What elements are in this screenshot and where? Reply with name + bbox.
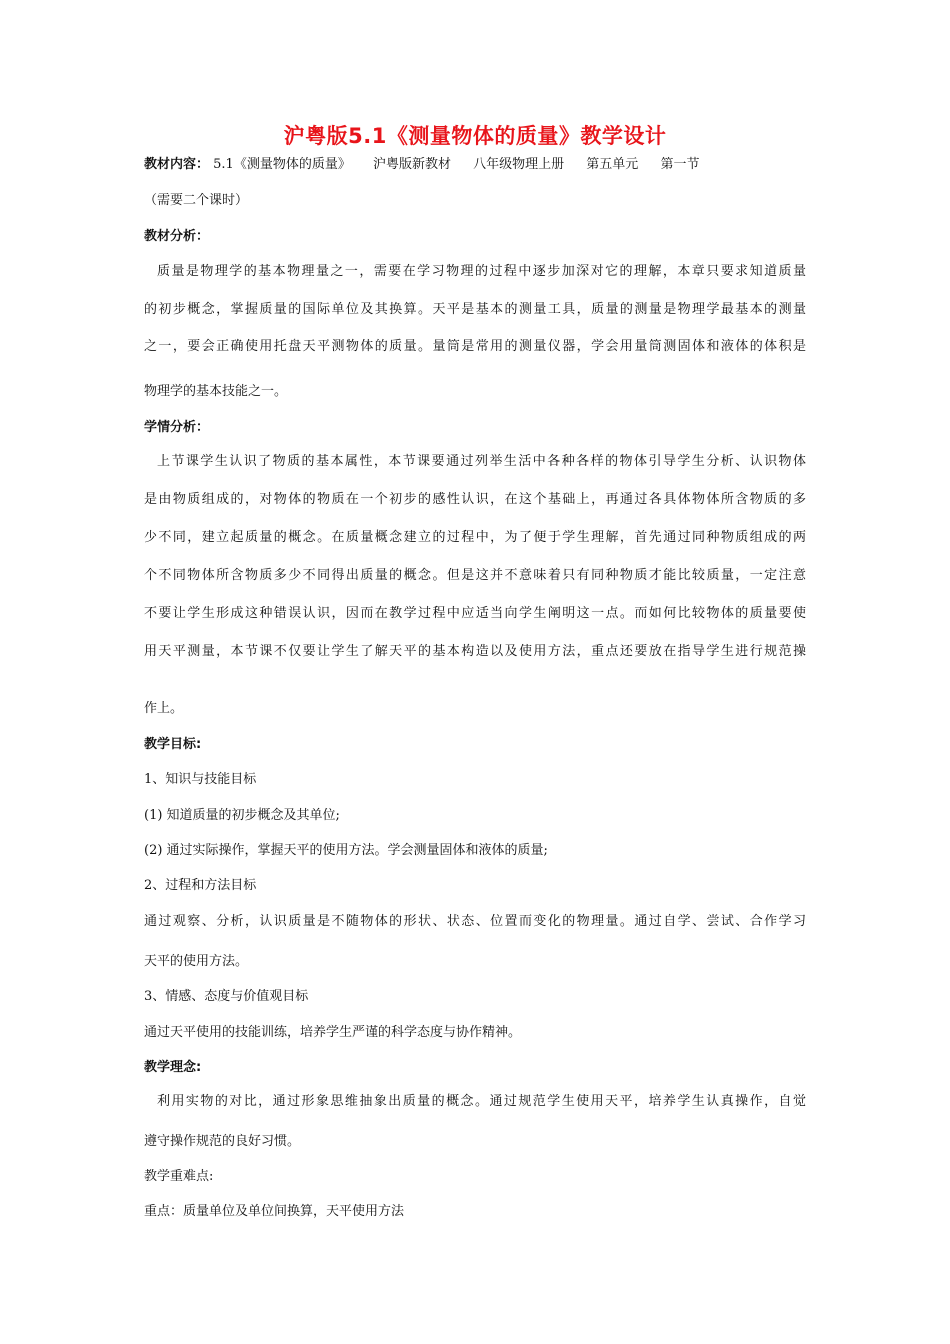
- heading-philosophy: 教学理念:: [144, 1060, 202, 1075]
- paragraph-line: 不要让学生形成这种错误认识，因而在教学过程中应适当向学生阐明这一点。而如何比较物体的质量要使: [144, 606, 806, 621]
- objective-line: 天平的使用方法。: [144, 954, 249, 969]
- paragraph-line: 物理学的基本技能之一。: [144, 384, 288, 399]
- paragraph-line: 上节课学生认识了物质的基本属性，本节课要通过列举生活中各种各样的物体引导学生分析、认识物体: [157, 454, 806, 469]
- meta-item-unit: 第五单元: [586, 157, 639, 172]
- paragraph-line: 的初步概念，掌握质量的国际单位及其换算。天平是基本的测量工具，质量的测量是物理学最基本的测量: [144, 302, 806, 317]
- paragraph-line: 利用实物的对比，通过形象思维抽象出质量的概念。通过规范学生使用天平，培养学生认真操作，自觉: [157, 1094, 806, 1109]
- objective-line: 通过天平使用的技能训练，培养学生严谨的科学态度与协作精神。: [144, 1025, 522, 1040]
- heading-objectives: 教学目标:: [144, 737, 202, 752]
- paragraph-line: 遵守操作规范的良好习惯。: [144, 1134, 301, 1149]
- paragraph-line: 是由物质组成的，对物体的物质在一个初步的感性认识，在这个基础上，再通过各具体物体所含物质的多: [144, 492, 806, 507]
- paragraph-line: 用天平测量，本节课不仅要让学生了解天平的基本构造以及使用方法，重点还要放在指导学生进行规范操: [144, 644, 806, 659]
- periods-note: （需要二个课时）: [144, 193, 249, 208]
- heading-material-analysis: 教材分析：: [144, 229, 210, 244]
- paragraph-line: 少不同，建立起质量的概念。在质量概念建立的过程中，为了便于学生理解，首先通过同种物质组成的两: [144, 530, 806, 545]
- objective-line: (2) 通过实际操作，掌握天平的使用方法。学会测量固体和液体的质量;: [144, 843, 548, 858]
- objective-line: 3、情感、态度与价值观目标: [144, 989, 309, 1004]
- meta-item-lesson: 5.1《测量物体的质量》: [213, 157, 351, 172]
- paragraph-line: 之一，要会正确使用托盘天平测物体的质量。量筒是常用的测量仪器，学会用量筒测固体和液体的体积是: [144, 339, 806, 354]
- meta-item-section: 第一节: [660, 157, 700, 172]
- material-meta-label: 教材内容：: [144, 157, 210, 172]
- meta-item-edition: 沪粤版新教材: [372, 157, 451, 172]
- key-points-line: 重点：质量单位及单位间换算，天平使用方法: [144, 1204, 405, 1219]
- paragraph-line: 作上。: [144, 701, 184, 716]
- heading-student-analysis: 学情分析：: [144, 420, 210, 435]
- document-title: 沪粤版5.1《测量物体的质量》教学设计: [283, 124, 667, 148]
- paragraph-line: 质量是物理学的基本物理量之一，需要在学习物理的过程中逐步加深对它的理解，本章只要求知道质量: [157, 264, 806, 279]
- objective-line: 通过观察、分析，认识质量是不随物体的形状、状态、位置而变化的物理量。通过自学、尝试、合作学习: [144, 914, 806, 929]
- material-meta: [144, 153, 717, 172]
- meta-item-grade: 八年级物理上册: [473, 157, 565, 172]
- objective-line: 2、过程和方法目标: [144, 878, 257, 893]
- heading-key-points: 教学重难点:: [144, 1169, 214, 1184]
- paragraph-line: 个不同物体所含物质多少不同得出质量的概念。但是这并不意味着只有同种物质才能比较质量，一定注意: [144, 568, 806, 583]
- objective-line: (1) 知道质量的初步概念及其单位;: [144, 808, 340, 823]
- objective-line: 1、知识与技能目标: [144, 772, 257, 787]
